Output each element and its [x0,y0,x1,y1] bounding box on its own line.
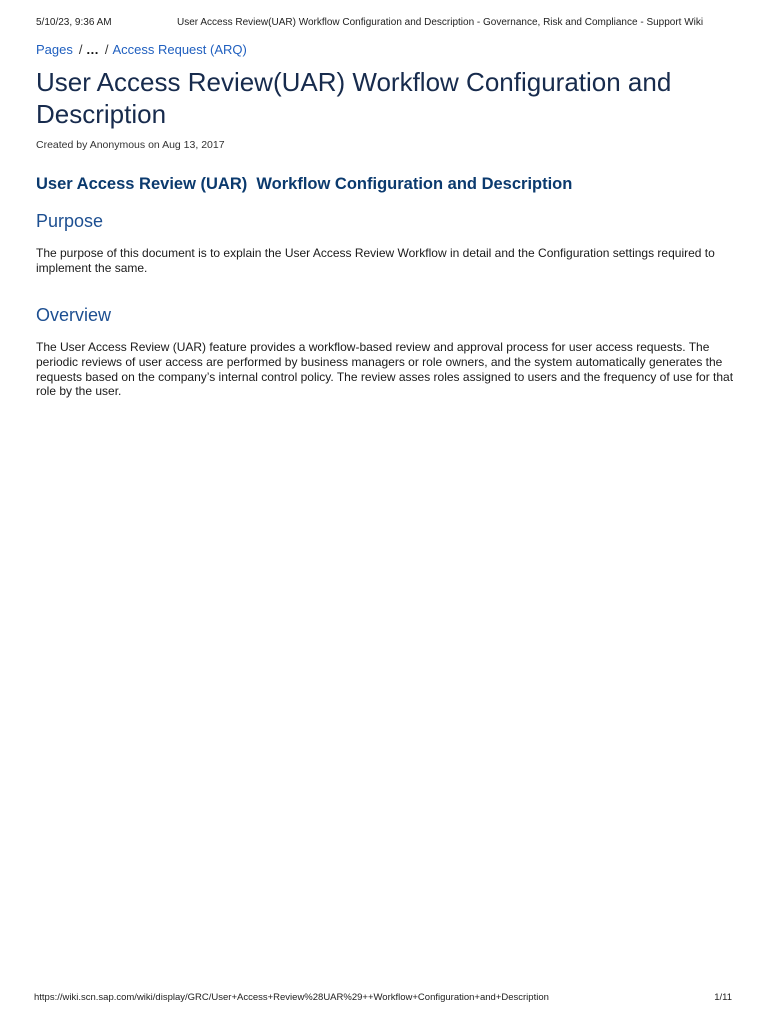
page-number: 1/11 [714,992,732,1003]
document-heading: User Access Review (UAR) Workflow Configuration and Description [36,175,573,193]
page-title: User Access Review(UAR) Workflow Configuration and Description [36,67,672,129]
overview-paragraph: The User Access Review (UAR) feature provides a workflow-based review and approval process for user access requests. The periodic reviews of user access are performed by business managers or role owners, and the system automatically generates the requests based on the company’s internal control policy. The review asses roles assigned to users and the frequency of use for that role by the user. [36,340,734,399]
breadcrumb-separator: / [104,42,109,57]
print-url: https://wiki.scn.sap.com/wiki/display/GRC/User+Access+Review%28UAR%29++Workflow+Configuration+and+Description [34,992,549,1003]
breadcrumb [36,42,247,57]
print-date: 5/10/23, 9:36 AM [36,17,112,28]
print-page-title: User Access Review(UAR) Workflow Configuration and Description - Governance, Risk and Compliance - Support Wiki [177,17,704,28]
page-byline: Created by Anonymous on Aug 13, 2017 [36,139,225,151]
breadcrumb-ellipsis-button[interactable]: ... [86,42,99,57]
print-header [36,17,732,31]
purpose-heading: Purpose [36,211,104,231]
purpose-paragraph: The purpose of this document is to explain the User Access Review Workflow in detail and the Configuration settings required to implement the same. [36,246,715,275]
overview-heading: Overview [36,305,112,325]
breadcrumb-separator: / [78,42,83,57]
breadcrumb-access-request-link[interactable]: Access Request (ARQ) [112,42,247,57]
breadcrumb-pages-link[interactable]: Pages [36,42,73,57]
print-footer [36,992,732,1006]
